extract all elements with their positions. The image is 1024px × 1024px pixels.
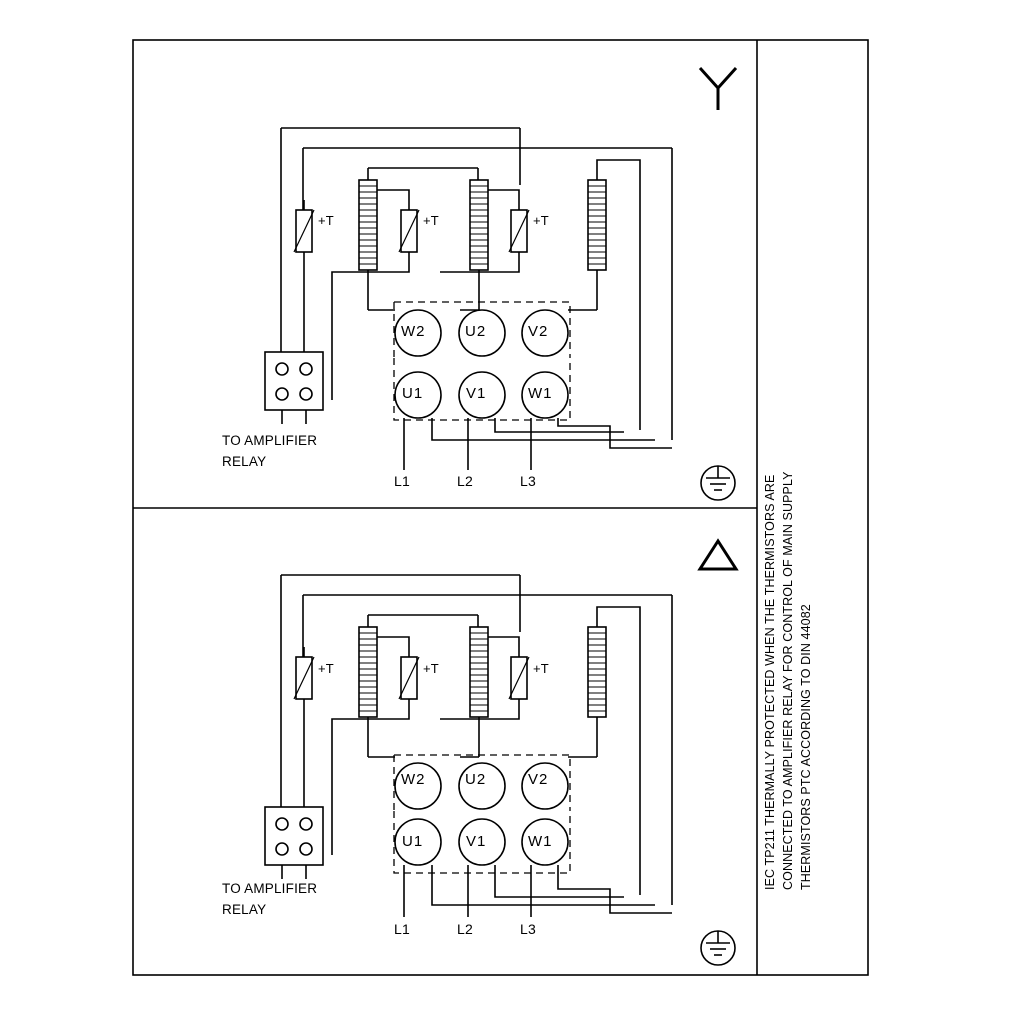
terminal-label-v2: V2 xyxy=(528,323,549,340)
terminal-label-w1: W1 xyxy=(528,385,553,402)
terminal-label-u2-delta: U2 xyxy=(465,771,487,788)
terminal-label-w1-delta: W1 xyxy=(528,833,553,850)
note-line-3: THERMISTORS PTC ACCORDING TO DIN 44082 xyxy=(799,604,813,890)
delta-symbol xyxy=(700,541,736,569)
earth-symbol-star xyxy=(701,466,735,500)
thermistor-label-2-delta: +T xyxy=(423,661,439,676)
amplifier-terminal-box xyxy=(265,352,323,424)
terminal-label-v2-delta: V2 xyxy=(528,771,549,788)
amplifier-label-line2-delta: RELAY xyxy=(222,902,267,917)
thermistor-label-1-delta: +T xyxy=(318,661,334,676)
coil-2-delta xyxy=(470,627,488,757)
earth-symbol-delta xyxy=(701,931,735,965)
terminal-label-v1-delta: V1 xyxy=(466,833,487,850)
supply-label-l3-delta: L3 xyxy=(520,921,536,937)
terminal-label-u1-delta: U1 xyxy=(402,833,424,850)
coil-3 xyxy=(588,160,640,430)
terminal-label-u2: U2 xyxy=(465,323,487,340)
note-column xyxy=(757,330,813,930)
terminal-label-w2: W2 xyxy=(401,323,426,340)
thermistor-label-1: +T xyxy=(318,213,334,228)
thermistor-label-3-delta: +T xyxy=(533,661,549,676)
amplifier-label-line1: TO AMPLIFIER xyxy=(222,433,318,448)
terminal-label-w2-delta: W2 xyxy=(401,771,426,788)
lead-return-1 xyxy=(432,418,655,440)
coil-3-delta xyxy=(588,607,640,895)
lead-return-3 xyxy=(558,418,672,448)
supply-label-l2: L2 xyxy=(457,473,473,489)
panel-delta xyxy=(265,541,736,965)
terminal-label-v1: V1 xyxy=(466,385,487,402)
supply-label-l2-delta: L2 xyxy=(457,921,473,937)
thermistor-label-2: +T xyxy=(423,213,439,228)
note-line-2: CONNECTED TO AMPLIFIER RELAY FOR CONTROL OF MAIN SUPPLY xyxy=(781,471,795,890)
coil-1 xyxy=(359,180,377,310)
panel-star xyxy=(265,68,736,500)
coil-1-delta xyxy=(359,627,377,757)
terminal-label-u1: U1 xyxy=(402,385,424,402)
wye-symbol xyxy=(700,68,736,110)
amplifier-label-line2: RELAY xyxy=(222,454,267,469)
supply-label-l1: L1 xyxy=(394,473,410,489)
thermistor-label-3: +T xyxy=(533,213,549,228)
note-line-1: IEC TP211 THERMALLY PROTECTED WHEN THE THERMISTORS ARE xyxy=(763,474,777,890)
coil-2 xyxy=(470,180,488,310)
amplifier-label-line1-delta: TO AMPLIFIER xyxy=(222,881,318,896)
amplifier-terminal-box-delta xyxy=(265,807,323,879)
supply-label-l3: L3 xyxy=(520,473,536,489)
supply-label-l1-delta: L1 xyxy=(394,921,410,937)
